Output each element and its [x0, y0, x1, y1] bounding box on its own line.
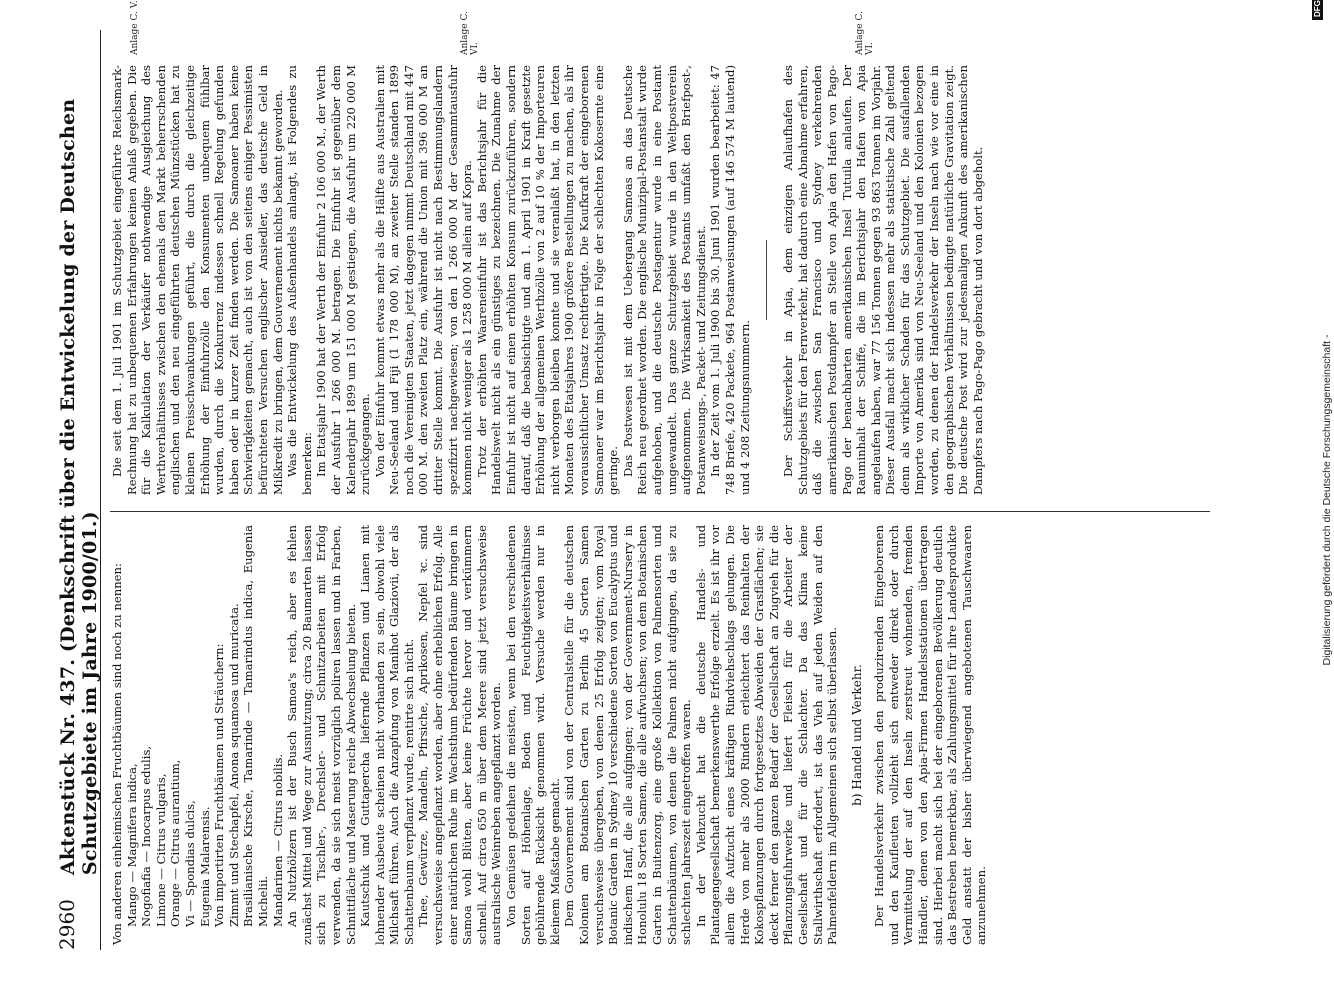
list-item: Zimmt und Stechapfel, Anona squamosa und muricata.	[226, 603, 241, 927]
margin-note: Anlage C. VI.	[855, 11, 875, 55]
paragraph: Das Postwesen ist mit dem Uebergang Samoas an das Deutsche Reich neu geordnet worden. Die englische Munizipal-Postanstalt wurde aufgehoben, und die deutsche Postagentur wurde in eine Postamt umgewandelt. Das ganze Schutzgebiet wurde in den Weltpostverein aufgenommen. Die Wirksamkeit des Postamts umfaßt den Briefpost-, Postanweisungs-, Packet- und Zeitungsdienst.	[620, 65, 708, 495]
list-item: Nogofiafia — Inocarpus edulis,	[139, 745, 154, 927]
list-item: Limone — Citrus vulgaris,	[153, 773, 168, 927]
paragraph: An Nutzhölzern ist der Busch Samoa's reich, aber es fehlen zunächst Mittel und Wege zur Ausnutzung; circa 20 Baumarten lassen sich zu Tischler-, Drechsler- und Schnitzarbeiten mit Erfolg verwenden, da sie sich meist vorzüglich poliren lassen und in Farben, Schnittfläche und Maserung reiche Abwechselung bieten.	[285, 525, 358, 945]
paragraph: Die seit dem 1. Juli 1901 im Schutzgebiet eingeführte Reichsmark-Rechnung hat zu unbequemen Erfahrungen keinen Anlaß gegeben. Die für die Kalkulation der Verkäufer nothwendige Ausgleichung des Werthverhältnisses zwischen den ehemals den Markt beherrschenden englischen und den neu eingeführten deutschen Münzstücken hat zu kleinen Preisschwankungen geführt, die durch die gleichzeitige Erhöhung der Einfuhrzölle den Konsumenten unbequem fühlbar wurden, durch die Konkurrenz indessen schnell Regelung gefunden haben oder in kurzer Zeit finden werden. Die Samoaner haben keine Schwierigkeiten gemacht, auch ist von den seitens einiger Pessimisten befürchteten Versuchen englischer Ansiedler, das deutsche Geld in Mißkredit zu bringen, dem Gouvernement nichts bekannt geworden.	[110, 65, 285, 495]
page-footer	[1315, 0, 1334, 1000]
paragraph: Der Handelsverkehr zwischen den produzirenden Eingeborenen und den Kaufleuten vollzieht sich entweder direkt oder durch Vermittelung der auf den Inseln zerstreut wohnenden, fremden Händler, denen von den Apia-Firmen Handelsstationen übertragen sind. Hierbei macht sich bei der eingeborenen Bevölkerung deutlich das Bestreben bemerkbar, als Zahlungsmittel für ihre Landesprodukte Geld anstatt der bisher überwiegend angebotenen Tauschwaaren anzunehmen.	[872, 525, 989, 945]
fruit-list	[125, 525, 213, 927]
list-item: Vi — Spondias dulcis,	[182, 800, 197, 927]
section-heading: b) Handel und Verkehr.	[849, 664, 864, 806]
paragraph: Was die Entwickelung des Außenhandels anlangt, ist Folgendes zu bemerken:	[285, 65, 314, 495]
section-separator	[766, 240, 767, 320]
left-column	[110, 525, 989, 945]
fruit-intro: Von anderen einheimischen Fruchtbäumen sind noch zu nennen:	[110, 563, 124, 945]
margin-note: Anlage C. V.	[130, 0, 140, 55]
imported-list	[227, 525, 285, 927]
margin-note: Anlage C. VI.	[460, 11, 480, 55]
digitization-credit: Digitalisierung gefördert durch die Deutsche Forschungsgemeinschaft -	[1321, 334, 1333, 666]
list-item: Brasilianische Kirsche, Tamarinde — Tamarindus indica, Eugenia Michelii.	[241, 525, 270, 927]
header-rule	[100, 30, 101, 950]
paragraph: Dem Gouvernement sind von der Centralstelle für die deutschen Kolonien am Botanischen Garten zu Berlin 45 Sorten Samen versuchsweise übergeben, von denen 25 Erfolg zeigten; vom Royal Botanic Garden in Sydney 10 verschiedene Sorten von Eucalyptus und indischem Hanf, die alle aufgingen; von der Government-Nursery in Honolulu 18 Sorten Samen, die alle aufwuchsen; von dem Botanischen Garten in Buitenzorg, eine große Kollektion von Palmensorten und Schattenbäumen, von denen die Palmen nicht aufgingen, da sie zu schlechten Jahreszeit eingetroffen waren.	[562, 525, 694, 945]
paragraph: In der Viehzucht hat die deutsche Handels- und Plantagengesellschaft bemerkenswerthe Erfolge erzielt. Es ist ihr vor allem die Aufzucht eines kräftigen Rindviehschlags gelungen. Die Herde von mehr als 2000 Rindern erleichtert das Reinhalten der Kokospflanzungen durch fortgesetztes Abweiden der Grasflächen; sie deckt ferner den ganzen Bedarf der Gesellschaft an Zugvieh für die Pflanzungsfuhrwerke und liefert Fleisch für die Arbeiter der Gesellschaft und für die Schlachter. Da das Klima keine Stallwirthschaft erfordert, ist das Vieh auf jeden Weiden auf den Palmenfeldern im Allgemeinen sich selbst überlassen.	[693, 525, 840, 945]
paragraph: Von der Einfuhr kommt etwas mehr als die Hälfte aus Australien mit Neu-Seeland und Fiji (1 178 000 M), an zweiter Stelle standen 1899 noch die Vereinigten Staaten, jetzt dagegen nimmt Deutschland mit 447 000 M. den zweiten Platz ein, während die Union mit 396 000 M an dritter Stelle kommt. Die Ausfuhr ist nicht nach Bestimmungslandern spezifizirt nachgewiesen; von den 1 266 000 M der Gesammtausfuhr kommen nicht weniger als 1 258 000 M allein auf Kopra.	[372, 65, 475, 495]
paragraph: In der Zeit vom 1. Juli 1900 bis 30. Juni 1901 wurden bearbeitet: 47 748 Briefe, 420 Packete, 964 Postanweisungen (auf 146 574 M lautend) und 4 208 Zeitungsnummern.	[708, 65, 752, 495]
paragraph: Der Schiffsverkehr in Apia, dem einzigen Anlaufhafen des Schutzgebiets für den Fernverkehr, hat dadurch eine Abnahme erfahren, daß die zwischen San Francisco und Sydney verkehrenden amerikanischen Postdampfer an Stelle von Apia den Hafen von Pago-Pago der benachbarten amerikanischen Insel Tutuila anlaufen. Der Rauminhalt der Schiffe, die im Berichtsjahr den Hafen von Apia angelaufen haben, war 77 156 Tonnen gegen 93 863 Tonnen im Vorjahr. Dieser Ausfall macht sich indessen mehr als statistische Zahl geltend denn als wirklicher Schaden für das Schutzgebiet. Die ausfallenden Importe von Amerika sind von Neu-Seeland und den Kolonien bezogen worden, zu denen der Handelsverkehr der Inseln nach wie vor eine in den geographischen Verhältnissen bedingte natürliche Gravitation zeigt. Die deutsche Post wird zur jedesmaligen Ankunft des amerikanischen Dampfers nach Pago-Pago gebracht und von dort abgeholt.	[781, 65, 985, 495]
dfg-logo: DFG	[1312, 0, 1323, 20]
paragraph: Trotz der erhöhten Waareneinfuhr ist das Berichtsjahr für die Handelswelt nicht als ein günstiges zu bezeichnen. Die Zunahme der Einfuhr ist nicht auf einen erhöhten Konsum zurückzuführen, sondern darauf, daß die beabsichtigte und am 1. April 1901 in Kraft gesetzte Erhöhung der allgemeinen Werthzölle von 2 auf 10 % der Importeuren nicht verborgen bleiben konnte und sie veranlaßt hat, in den letzten Monaten des Etatsjahres 1900 größere Bestellungen zu machen, als ihr voraussichtlicher Umsatz rechtfertigte. Die Kaufkraft der eingeborenen Samoaner war im Berichtsjahr in Folge der schlechten Kokosernte eine geringe.	[474, 65, 621, 495]
list-item: Orange — Citrus aurantium,	[168, 759, 183, 927]
page-header	[55, 30, 101, 950]
list-item: Mango — Magnifera indica,	[124, 763, 139, 927]
page-number: 2960	[55, 899, 79, 950]
list-item: Eugenia Malarensis.	[197, 806, 212, 927]
paragraph: Thee, Gewürze, Mandeln, Pfirsiche, Aprikosen, Nepfel ꝛc. sind versuchsweise angepflanzt worden, aber ohne erheblichen Erfolg. Alle einer natürlichen Ruhe im Wachsthum bedürfenden Bäume bringen in Samoa wohl Blüten, aber keine Früchte hervor und verkümmern schnell. Auf circa 650 m über dem Meere sind jetzt versuchsweise australische Weinreben angepflanzt worden.	[416, 525, 504, 945]
right-column	[110, 65, 985, 495]
paragraph: Kautschuk und Guttapercha liefernde Pflanzen und Lianen mit lohnender Ausbeute scheinen nicht vorhanden zu sein, obwohl viele Milchsaft führen. Auch die Anzapfung von Manihot Glaziovii, der als Schattenbaum verpflanzt wurde, rentirte sich nicht.	[358, 525, 416, 945]
page-title: Aktenstück Nr. 437. (Denkschrift über die Entwickelung der Deutschen Schutzgebiete im Jahre 1900/01.)	[57, 98, 101, 876]
paragraph: Im Etatsjahr 1900 hat der Werth der Einfuhr 2 106 000 M., der Werth der Ausfuhr 1 266 000 M. betragen. Die Einfuhr ist gegenüber dem Kalenderjahr 1899 um 151 000 M gestiegen, die Ausfuhr um 220 000 M zurückgegangen.	[314, 65, 373, 495]
column-divider	[110, 511, 1210, 512]
imported-intro: Von importirten Fruchtbäumen und Sträuchern:	[212, 643, 227, 927]
paragraph: Von Gemüsen gedeihen die meisten, wenn bei den verschiedenen Sorten auf Höhenlage, Boden und Feuchtigkeitsverhältnisse gebührende Rücksicht genommen wird. Versuche werden nur in kleinem Maßstabe gemacht.	[504, 525, 562, 945]
list-item: Mandarinen — Citrus nobilis.	[270, 753, 285, 927]
